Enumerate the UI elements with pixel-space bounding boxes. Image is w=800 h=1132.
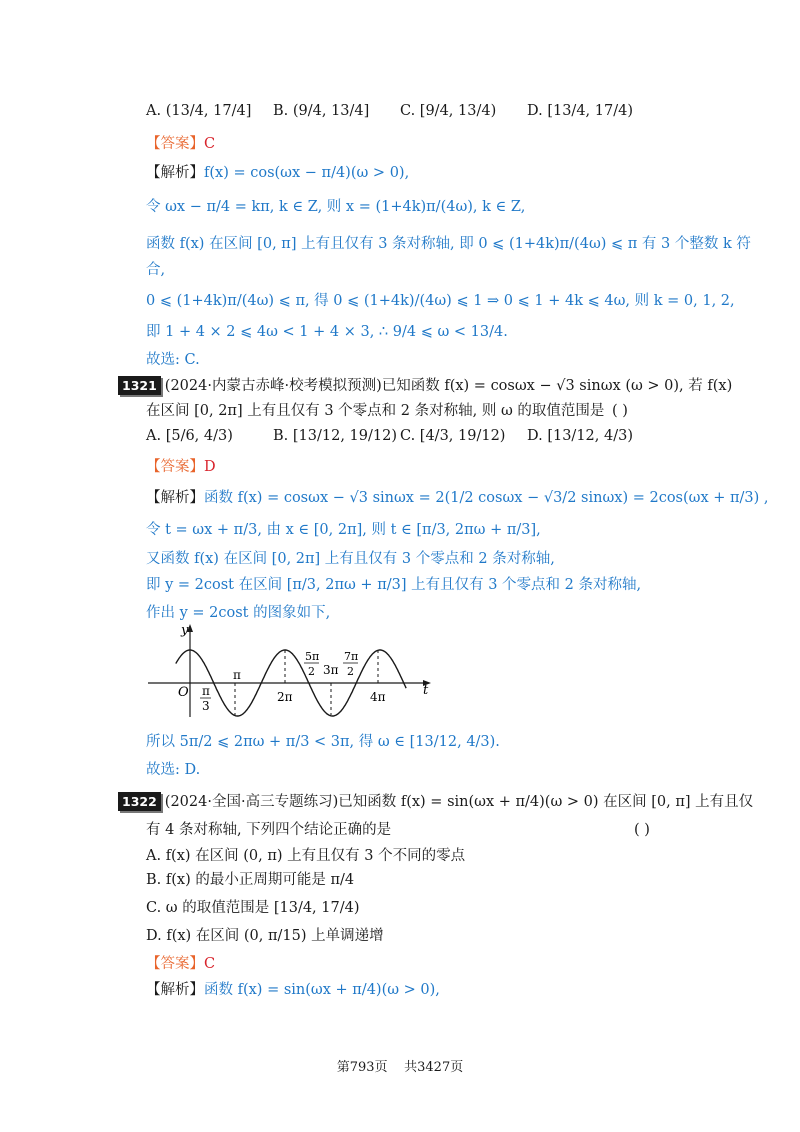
y-axis-label: y bbox=[181, 623, 189, 638]
question-number: 1322 bbox=[118, 792, 161, 811]
question-stem bbox=[118, 376, 732, 396]
analysis-line: 又函数 f(x) 在区间 [0, 2π] 上有且仅有 3 个零点和 2 条对称轴, bbox=[146, 551, 555, 567]
option-c: C. [4/3, 19/12) bbox=[400, 428, 506, 444]
choose-line: 故选: D. bbox=[146, 762, 201, 778]
tick-label-5pi-2-num: 5π bbox=[305, 650, 320, 663]
tick-label-pi-over-3-num: π bbox=[202, 684, 210, 698]
conclusion-line: 所以 5π/2 ⩽ 2πω + π/3 < 3π, 得 ω ∈ [13/12, 4/3). bbox=[146, 734, 500, 750]
origin-label: O bbox=[178, 685, 189, 700]
question-stem-text: (2024·全国·高三专题练习)已知函数 f(x) = sin(ωx + π/4)(ω > 0) 在区间 [0, π] 上有且仅 bbox=[164, 794, 754, 810]
option-d: D. [13/4, 17/4) bbox=[527, 103, 633, 119]
analysis-line: 故选: C. bbox=[146, 352, 200, 368]
option-b: B. [13/12, 19/12) bbox=[273, 428, 397, 444]
cosine-graph bbox=[145, 620, 435, 720]
option-c: C. [9/4, 13/4) bbox=[400, 103, 497, 119]
answer-line bbox=[146, 457, 216, 477]
option-b: B. (9/4, 13/4] bbox=[273, 103, 370, 119]
option-a: A. (13/4, 17/4] bbox=[146, 103, 252, 119]
question-stem: 有 4 条对称轴, 下列四个结论正确的是 bbox=[146, 822, 392, 838]
tick-label-pi-over-3-den: 3 bbox=[202, 699, 210, 713]
answer-line bbox=[146, 954, 215, 974]
answer-line bbox=[146, 134, 215, 154]
analysis-tag: 【解析】 bbox=[146, 982, 204, 998]
answer-paren: ( ) bbox=[634, 822, 650, 838]
question-stem-text: (2024·内蒙古赤峰·校考模拟预测)已知函数 f(x) = cosωx − √3 sinωx (ω > 0), 若 f(x) bbox=[164, 378, 733, 394]
page-total: 共3427页 bbox=[404, 1060, 464, 1075]
analysis-line: 即 y = 2cost 在区间 [π/3, 2πω + π/3] 上有且仅有 3 个零点和 2 条对称轴, bbox=[146, 577, 642, 593]
analysis-text: 函数 f(x) = sin(ωx + π/4)(ω > 0), bbox=[204, 982, 440, 998]
analysis-text: f(x) = cos(ωx − π/4)(ω > 0), bbox=[204, 165, 410, 181]
answer-tag: 【答案】 bbox=[146, 459, 204, 475]
analysis-tag: 【解析】 bbox=[146, 165, 204, 181]
page-footer bbox=[0, 1056, 800, 1075]
page-number: 第793页 bbox=[336, 1060, 388, 1075]
answer-tag: 【答案】 bbox=[146, 956, 204, 972]
analysis-line: 0 ⩽ (1+4k)π/(4ω) ⩽ π, 得 0 ⩽ (1+4k)/(4ω) ⩽ 1 ⇒ 0 ⩽ 1 + 4k ⩽ 4ω, 则 k = 0, 1, 2, bbox=[146, 293, 735, 309]
analysis-line: 作出 y = 2cost 的图象如下, bbox=[146, 605, 331, 621]
question-stem bbox=[118, 792, 753, 812]
tick-label-pi: π bbox=[233, 668, 241, 682]
option-b: B. f(x) 的最小正周期可能是 π/4 bbox=[146, 872, 355, 888]
analysis-line bbox=[146, 980, 440, 1000]
analysis-line: 即 1 + 4 × 2 ⩽ 4ω < 1 + 4 × 3, ∴ 9/4 ⩽ ω < 13/4. bbox=[146, 324, 508, 340]
answer-value: D bbox=[204, 459, 216, 475]
question-stem: 在区间 [0, 2π] 上有且仅有 3 个零点和 2 条对称轴, 则 ω 的取值范围是 bbox=[146, 403, 605, 419]
answer-tag: 【答案】 bbox=[146, 136, 204, 152]
option-c: C. ω 的取值范围是 [13/4, 17/4) bbox=[146, 900, 360, 916]
analysis-line bbox=[146, 488, 769, 508]
analysis-line bbox=[146, 163, 409, 183]
analysis-tag: 【解析】 bbox=[146, 490, 204, 506]
answer-value: C bbox=[204, 136, 216, 152]
question-number: 1321 bbox=[118, 376, 161, 395]
tick-label-2pi: 2π bbox=[277, 690, 293, 704]
tick-label-3pi: 3π bbox=[323, 663, 339, 677]
answer-value: C bbox=[204, 956, 216, 972]
analysis-line: 令 ωx − π/4 = kπ, k ∈ Z, 则 x = (1+4k)π/(4ω), k ∈ Z, bbox=[146, 199, 526, 215]
answer-paren: ( ) bbox=[612, 403, 628, 419]
analysis-line: 令 t = ωx + π/3, 由 x ∈ [0, 2π], 则 t ∈ [π/3, 2πω + π/3], bbox=[146, 522, 541, 538]
option-a: A. [5/6, 4/3) bbox=[146, 428, 233, 444]
option-a: A. f(x) 在区间 (0, π) 上有且仅有 3 个不同的零点 bbox=[146, 848, 466, 864]
analysis-line: 合, bbox=[146, 262, 166, 278]
analysis-line: 函数 f(x) 在区间 [0, π] 上有且仅有 3 条对称轴, 即 0 ⩽ (1+4k)π/(4ω) ⩽ π 有 3 个整数 k 符 bbox=[146, 236, 751, 252]
tick-label-7pi-2-den: 2 bbox=[347, 665, 354, 678]
analysis-text: 函数 f(x) = cosωx − √3 sinωx = 2(1/2 cosωx − √3/2 sinωx) = 2cos(ωx + π/3) , bbox=[204, 490, 769, 506]
tick-label-4pi: 4π bbox=[370, 690, 386, 704]
tick-label-5pi-2-den: 2 bbox=[308, 665, 315, 678]
option-d: D. f(x) 在区间 (0, π/15) 上单调递增 bbox=[146, 928, 384, 944]
option-d: D. [13/12, 4/3) bbox=[527, 428, 633, 444]
t-axis-label: t bbox=[423, 683, 429, 698]
tick-label-7pi-2-num: 7π bbox=[344, 650, 359, 663]
